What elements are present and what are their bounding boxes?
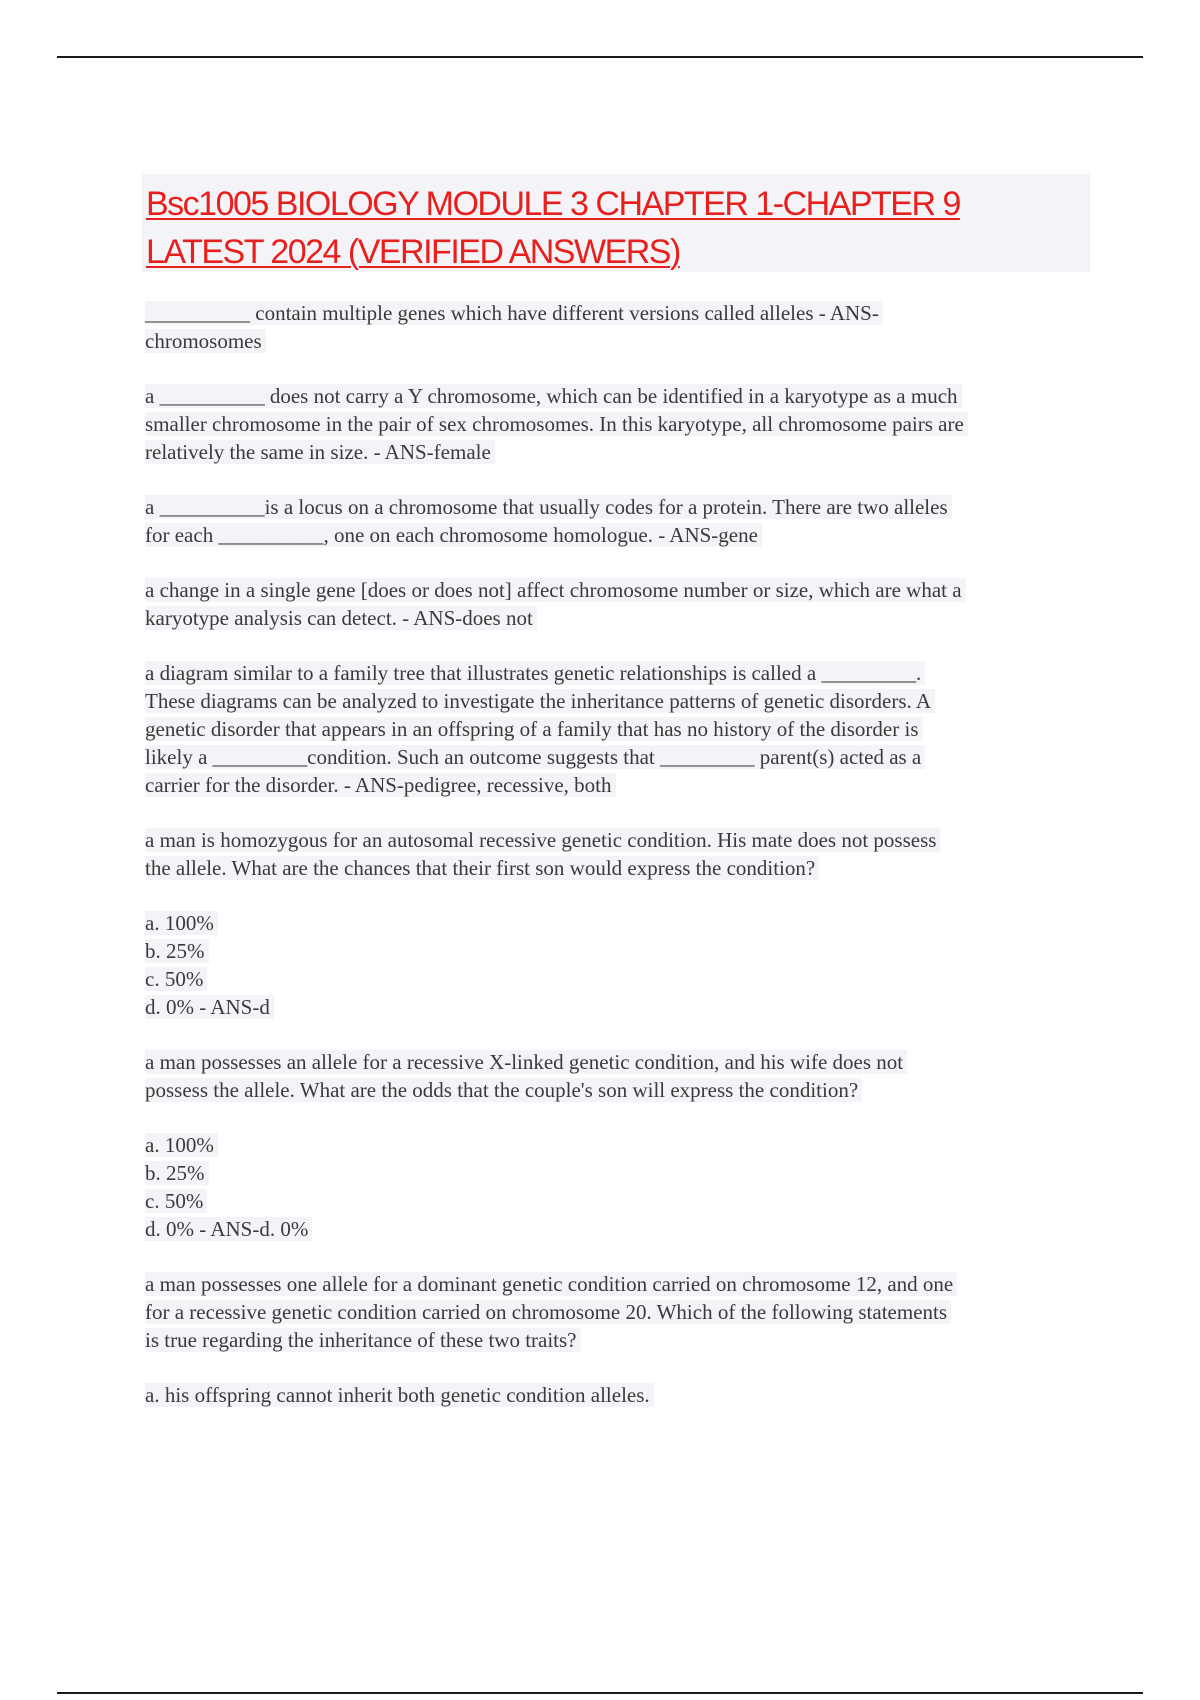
document-body — [145, 299, 1095, 1436]
qa-block — [145, 382, 1095, 466]
text-line: possess the allele. What are the odds that the couple's son will express the condition? — [145, 1078, 862, 1102]
text-line: likely a _________condition. Such an outcome suggests that _________ parent(s) acted as a — [145, 745, 925, 769]
qa-block — [145, 1270, 1095, 1354]
text-line: a man possesses an allele for a recessive X-linked genetic condition, and his wife does not — [145, 1050, 907, 1074]
text-line: a man possesses one allele for a dominant genetic condition carried on chromosome 12, and one — [145, 1272, 957, 1296]
text-line: for each __________, one on each chromosome homologue. - ANS-gene — [145, 523, 762, 547]
text-line: These diagrams can be analyzed to investigate the inheritance patterns of genetic disorders. A — [145, 689, 935, 713]
answer-options — [145, 909, 1095, 1021]
qa-block — [145, 493, 1095, 549]
qa-block — [145, 299, 1095, 355]
text-line: the allele. What are the chances that their first son would express the condition? — [145, 856, 819, 880]
answer-options — [145, 1131, 1095, 1243]
title-line: Bsc1005 BIOLOGY MODULE 3 CHAPTER 1-CHAPTER 9 — [146, 185, 960, 223]
text-line: genetic disorder that appears in an offspring of a family that has no history of the disorder is — [145, 717, 923, 741]
text-line: for a recessive genetic condition carried on chromosome 20. Which of the following statements — [145, 1300, 951, 1324]
document-title — [142, 174, 1090, 276]
qa-block — [145, 576, 1095, 632]
text-line: smaller chromosome in the pair of sex chromosomes. In this karyotype, all chromosome pairs are — [145, 412, 968, 436]
text-line: is true regarding the inheritance of these two traits? — [145, 1328, 581, 1352]
option-line: d. 0% - ANS-d. 0% — [145, 1217, 312, 1241]
option-line: a. 100% — [145, 1133, 218, 1157]
text-line: chromosomes — [145, 329, 266, 353]
text-line: carrier for the disorder. - ANS-pedigree, recessive, both — [145, 773, 616, 797]
text-line: a diagram similar to a family tree that illustrates genetic relationships is called a _________. — [145, 661, 925, 685]
text-line: karyotype analysis can detect. - ANS-does not — [145, 606, 537, 630]
qa-block — [145, 659, 1095, 799]
qa-block — [145, 1048, 1095, 1104]
qa-block — [145, 826, 1095, 882]
text-line: __________ contain multiple genes which have different versions called alleles - ANS- — [145, 301, 883, 325]
text-line: a __________ does not carry a Y chromosome, which can be identified in a karyotype as a much — [145, 384, 962, 408]
text-line: relatively the same in size. - ANS-female — [145, 440, 495, 464]
title-box — [142, 174, 1090, 272]
answer-options — [145, 1381, 1095, 1409]
text-line: a man is homozygous for an autosomal recessive genetic condition. His mate does not possess — [145, 828, 940, 852]
bottom-rule — [57, 1692, 1143, 1694]
option-line: c. 50% — [145, 967, 207, 991]
option-line: a. 100% — [145, 911, 218, 935]
title-line: LATEST 2024 (VERIFIED ANSWERS) — [146, 233, 680, 271]
text-line: a change in a single gene [does or does not] affect chromosome number or size, which are what a — [145, 578, 966, 602]
text-line: a __________is a locus on a chromosome that usually codes for a protein. There are two alleles — [145, 495, 952, 519]
option-line: b. 25% — [145, 1161, 209, 1185]
option-line: d. 0% - ANS-d — [145, 995, 274, 1019]
option-line: b. 25% — [145, 939, 209, 963]
top-rule — [57, 56, 1143, 58]
option-line: a. his offspring cannot inherit both genetic condition alleles. — [145, 1383, 654, 1407]
option-line: c. 50% — [145, 1189, 207, 1213]
